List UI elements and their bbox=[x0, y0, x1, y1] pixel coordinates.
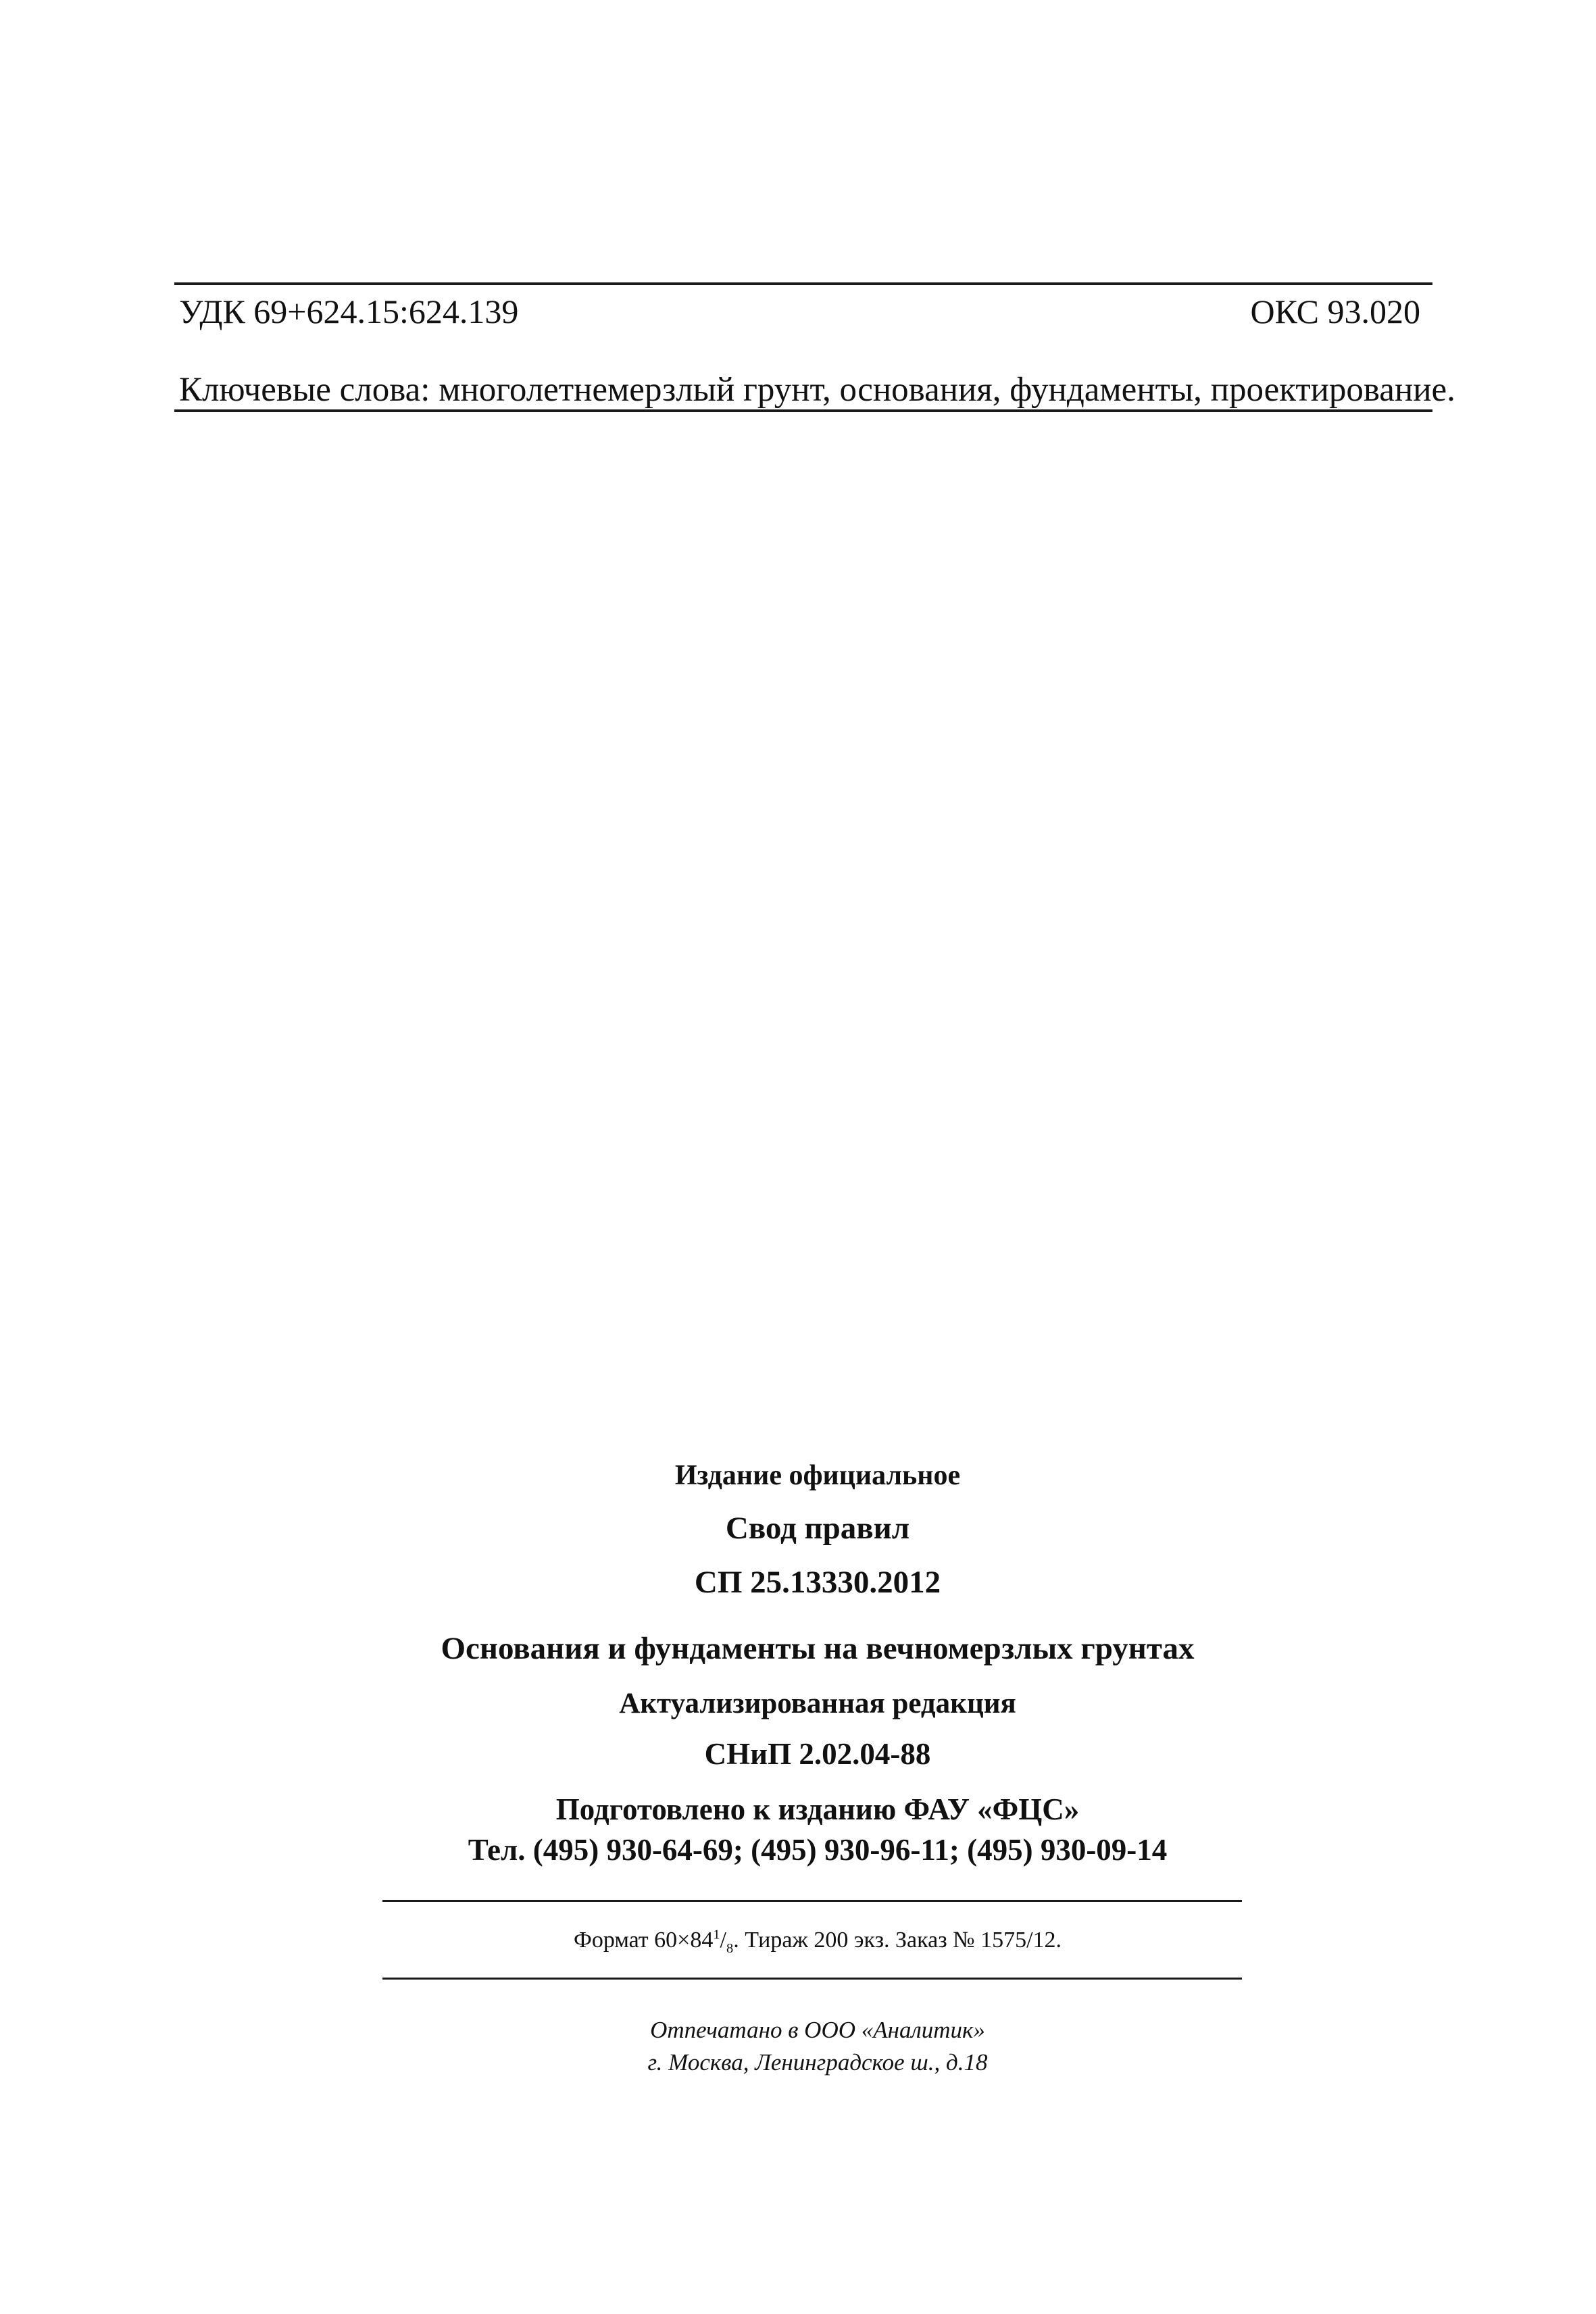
snip-number: СНиП 2.02.04-88 bbox=[704, 1737, 931, 1771]
format-prefix: Формат 60×84 bbox=[573, 1928, 714, 1953]
format-denominator: 8 bbox=[726, 1940, 734, 1956]
phone-numbers: Тел. (495) 930-64-69; (495) 930-96-11; (495) 930-09-14 bbox=[468, 1833, 1168, 1867]
format-numerator: 1 bbox=[713, 1927, 720, 1942]
format-bottom-rule bbox=[382, 1978, 1242, 1980]
prepared-by: Подготовлено к изданию ФАУ «ФЦС» bbox=[555, 1792, 1080, 1826]
header-top-rule bbox=[174, 282, 1432, 285]
printer-line-1: Отпечатано в ООО «Аналитик» bbox=[650, 2017, 985, 2043]
format-top-rule bbox=[382, 1900, 1242, 1902]
format-suffix: . Тираж 200 экз. Заказ № 1575/12. bbox=[733, 1928, 1062, 1953]
revision-label: Актуализированная редакция bbox=[619, 1688, 1016, 1719]
keywords-bottom-rule bbox=[174, 409, 1432, 412]
format-slash: / bbox=[720, 1928, 726, 1953]
doc-title: Основания и фундаменты на вечномерзлых грунтах bbox=[441, 1631, 1195, 1666]
keywords-line: Ключевые слова: многолетнемерзлый грунт, основания, фундаменты, проектирование. bbox=[179, 371, 1455, 409]
udk-code: УДК 69+624.15:624.139 bbox=[179, 293, 519, 330]
edition-label: Издание официальное bbox=[674, 1460, 961, 1491]
oks-code: ОКС 93.020 bbox=[1250, 293, 1420, 330]
print-format-line bbox=[378, 1927, 1257, 1956]
doc-type: Свод правил bbox=[725, 1511, 910, 1546]
printer-line-2: г. Москва, Ленинградское ш., д.18 bbox=[647, 2049, 988, 2076]
doc-number: СП 25.13330.2012 bbox=[694, 1565, 941, 1600]
